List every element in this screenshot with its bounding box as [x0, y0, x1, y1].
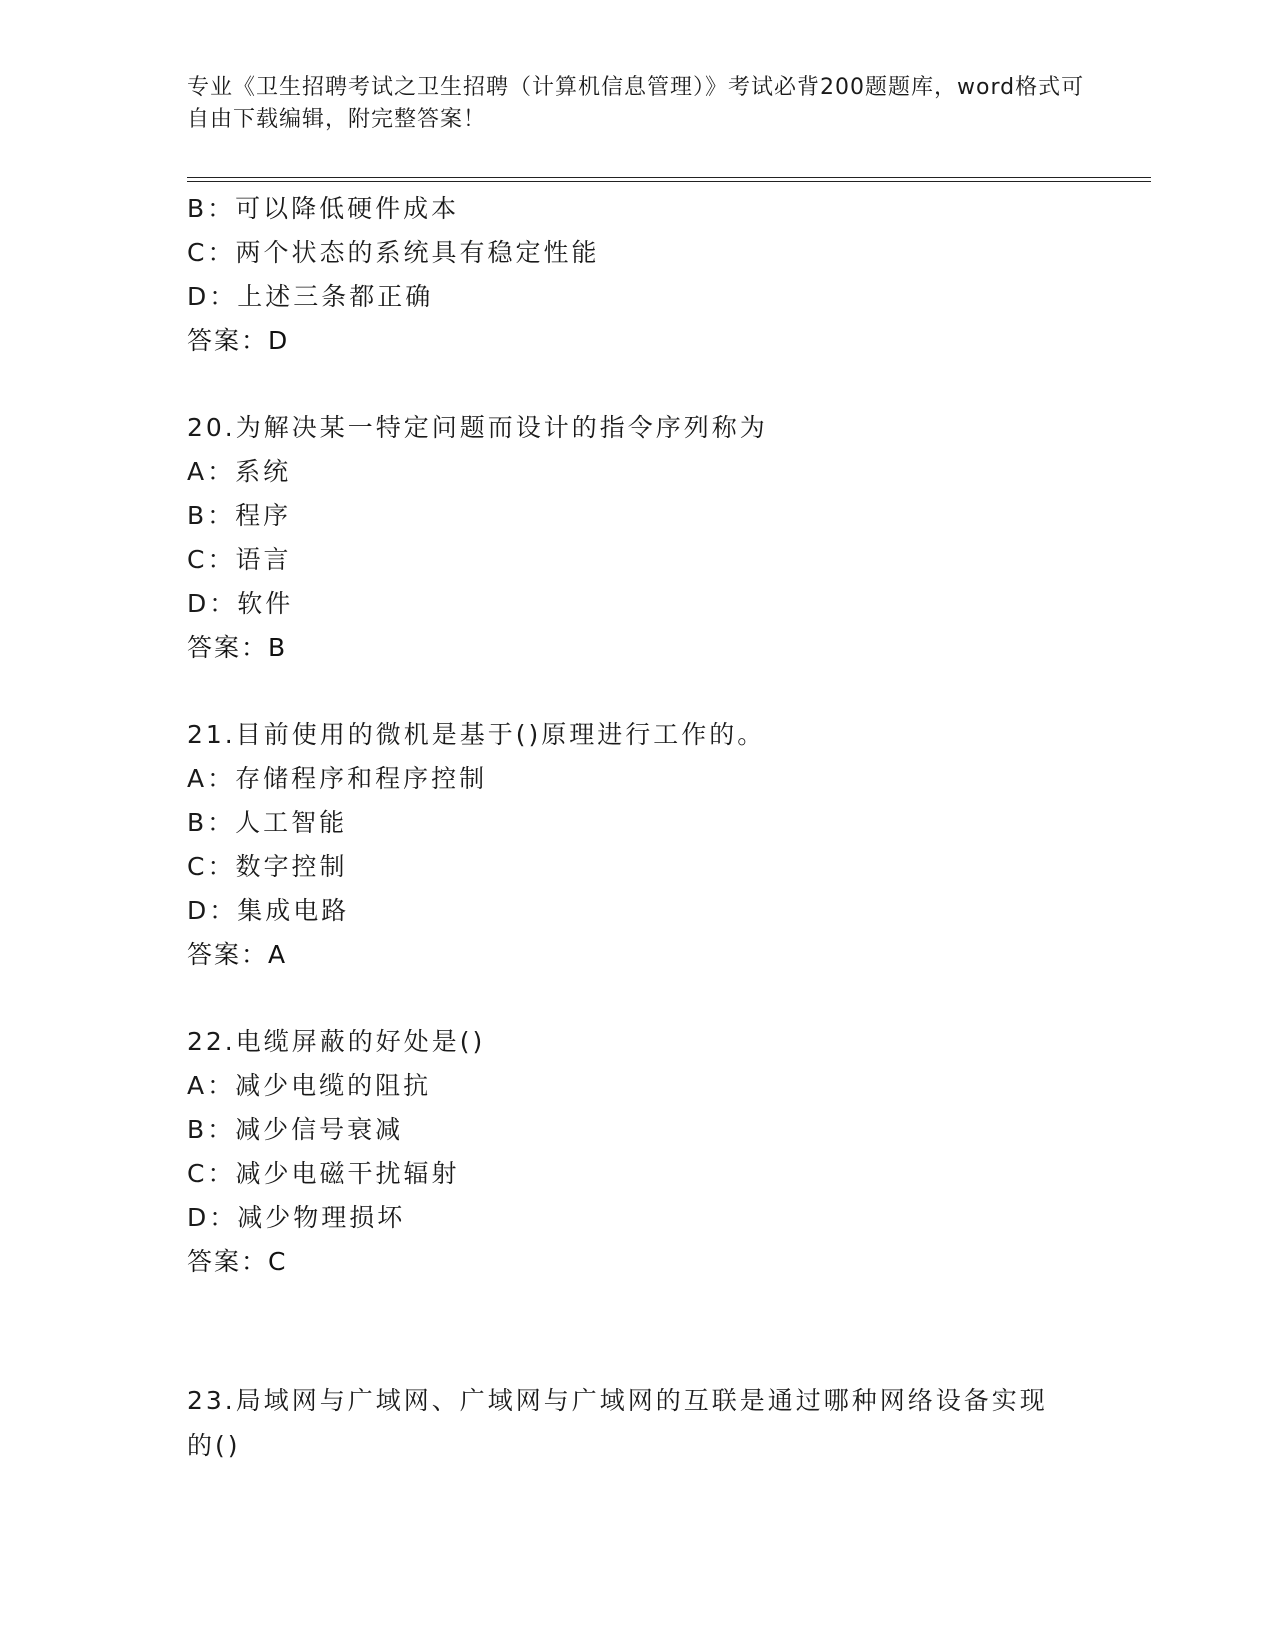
header-divider-top [187, 177, 1151, 178]
question-22-stem: 22.电缆屏蔽的好处是() [187, 1027, 486, 1056]
question-20-option-a: A：系统 [187, 457, 292, 486]
prev-question-option-c: C：两个状态的系统具有稳定性能 [187, 238, 600, 267]
question-20-stem: 20.为解决某一特定问题而设计的指令序列称为 [187, 413, 768, 442]
question-21-stem: 21.目前使用的微机是基于()原理进行工作的。 [187, 720, 766, 749]
question-21-option-a: A：存储程序和程序控制 [187, 764, 488, 793]
header-divider-bottom [187, 181, 1151, 182]
question-22-option-b: B：减少信号衰减 [187, 1115, 404, 1144]
question-20-option-d: D：软件 [187, 589, 294, 618]
question-22-answer: 答案：C [187, 1247, 288, 1276]
document-header-title: 专业《卫生招聘考试之卫生招聘（计算机信息管理）》考试必背200题题库，word格式可自由下载编辑，附完整答案！ [187, 75, 1085, 132]
question-21-option-d: D：集成电路 [187, 896, 350, 925]
question-22-option-d: D：减少物理损坏 [187, 1203, 406, 1232]
prev-question-option-d: D：上述三条都正确 [187, 282, 434, 311]
question-21-option-b: B：人工智能 [187, 808, 348, 837]
question-22-option-a: A：减少电缆的阻抗 [187, 1071, 432, 1100]
prev-question-answer: 答案：D [187, 326, 290, 355]
question-20-answer: 答案：B [187, 633, 288, 662]
prev-question-option-b: B：可以降低硬件成本 [187, 194, 460, 223]
question-20-option-b: B：程序 [187, 501, 292, 530]
question-23-stem: 23.局域网与广域网、广域网与广域网的互联是通过哪种网络设备实现的() [187, 1386, 1048, 1460]
question-20-option-c: C：语言 [187, 545, 292, 574]
question-21-option-c: C：数字控制 [187, 852, 348, 881]
question-22-option-c: C：减少电磁干扰辐射 [187, 1159, 460, 1188]
question-21-answer: 答案：A [187, 940, 288, 969]
